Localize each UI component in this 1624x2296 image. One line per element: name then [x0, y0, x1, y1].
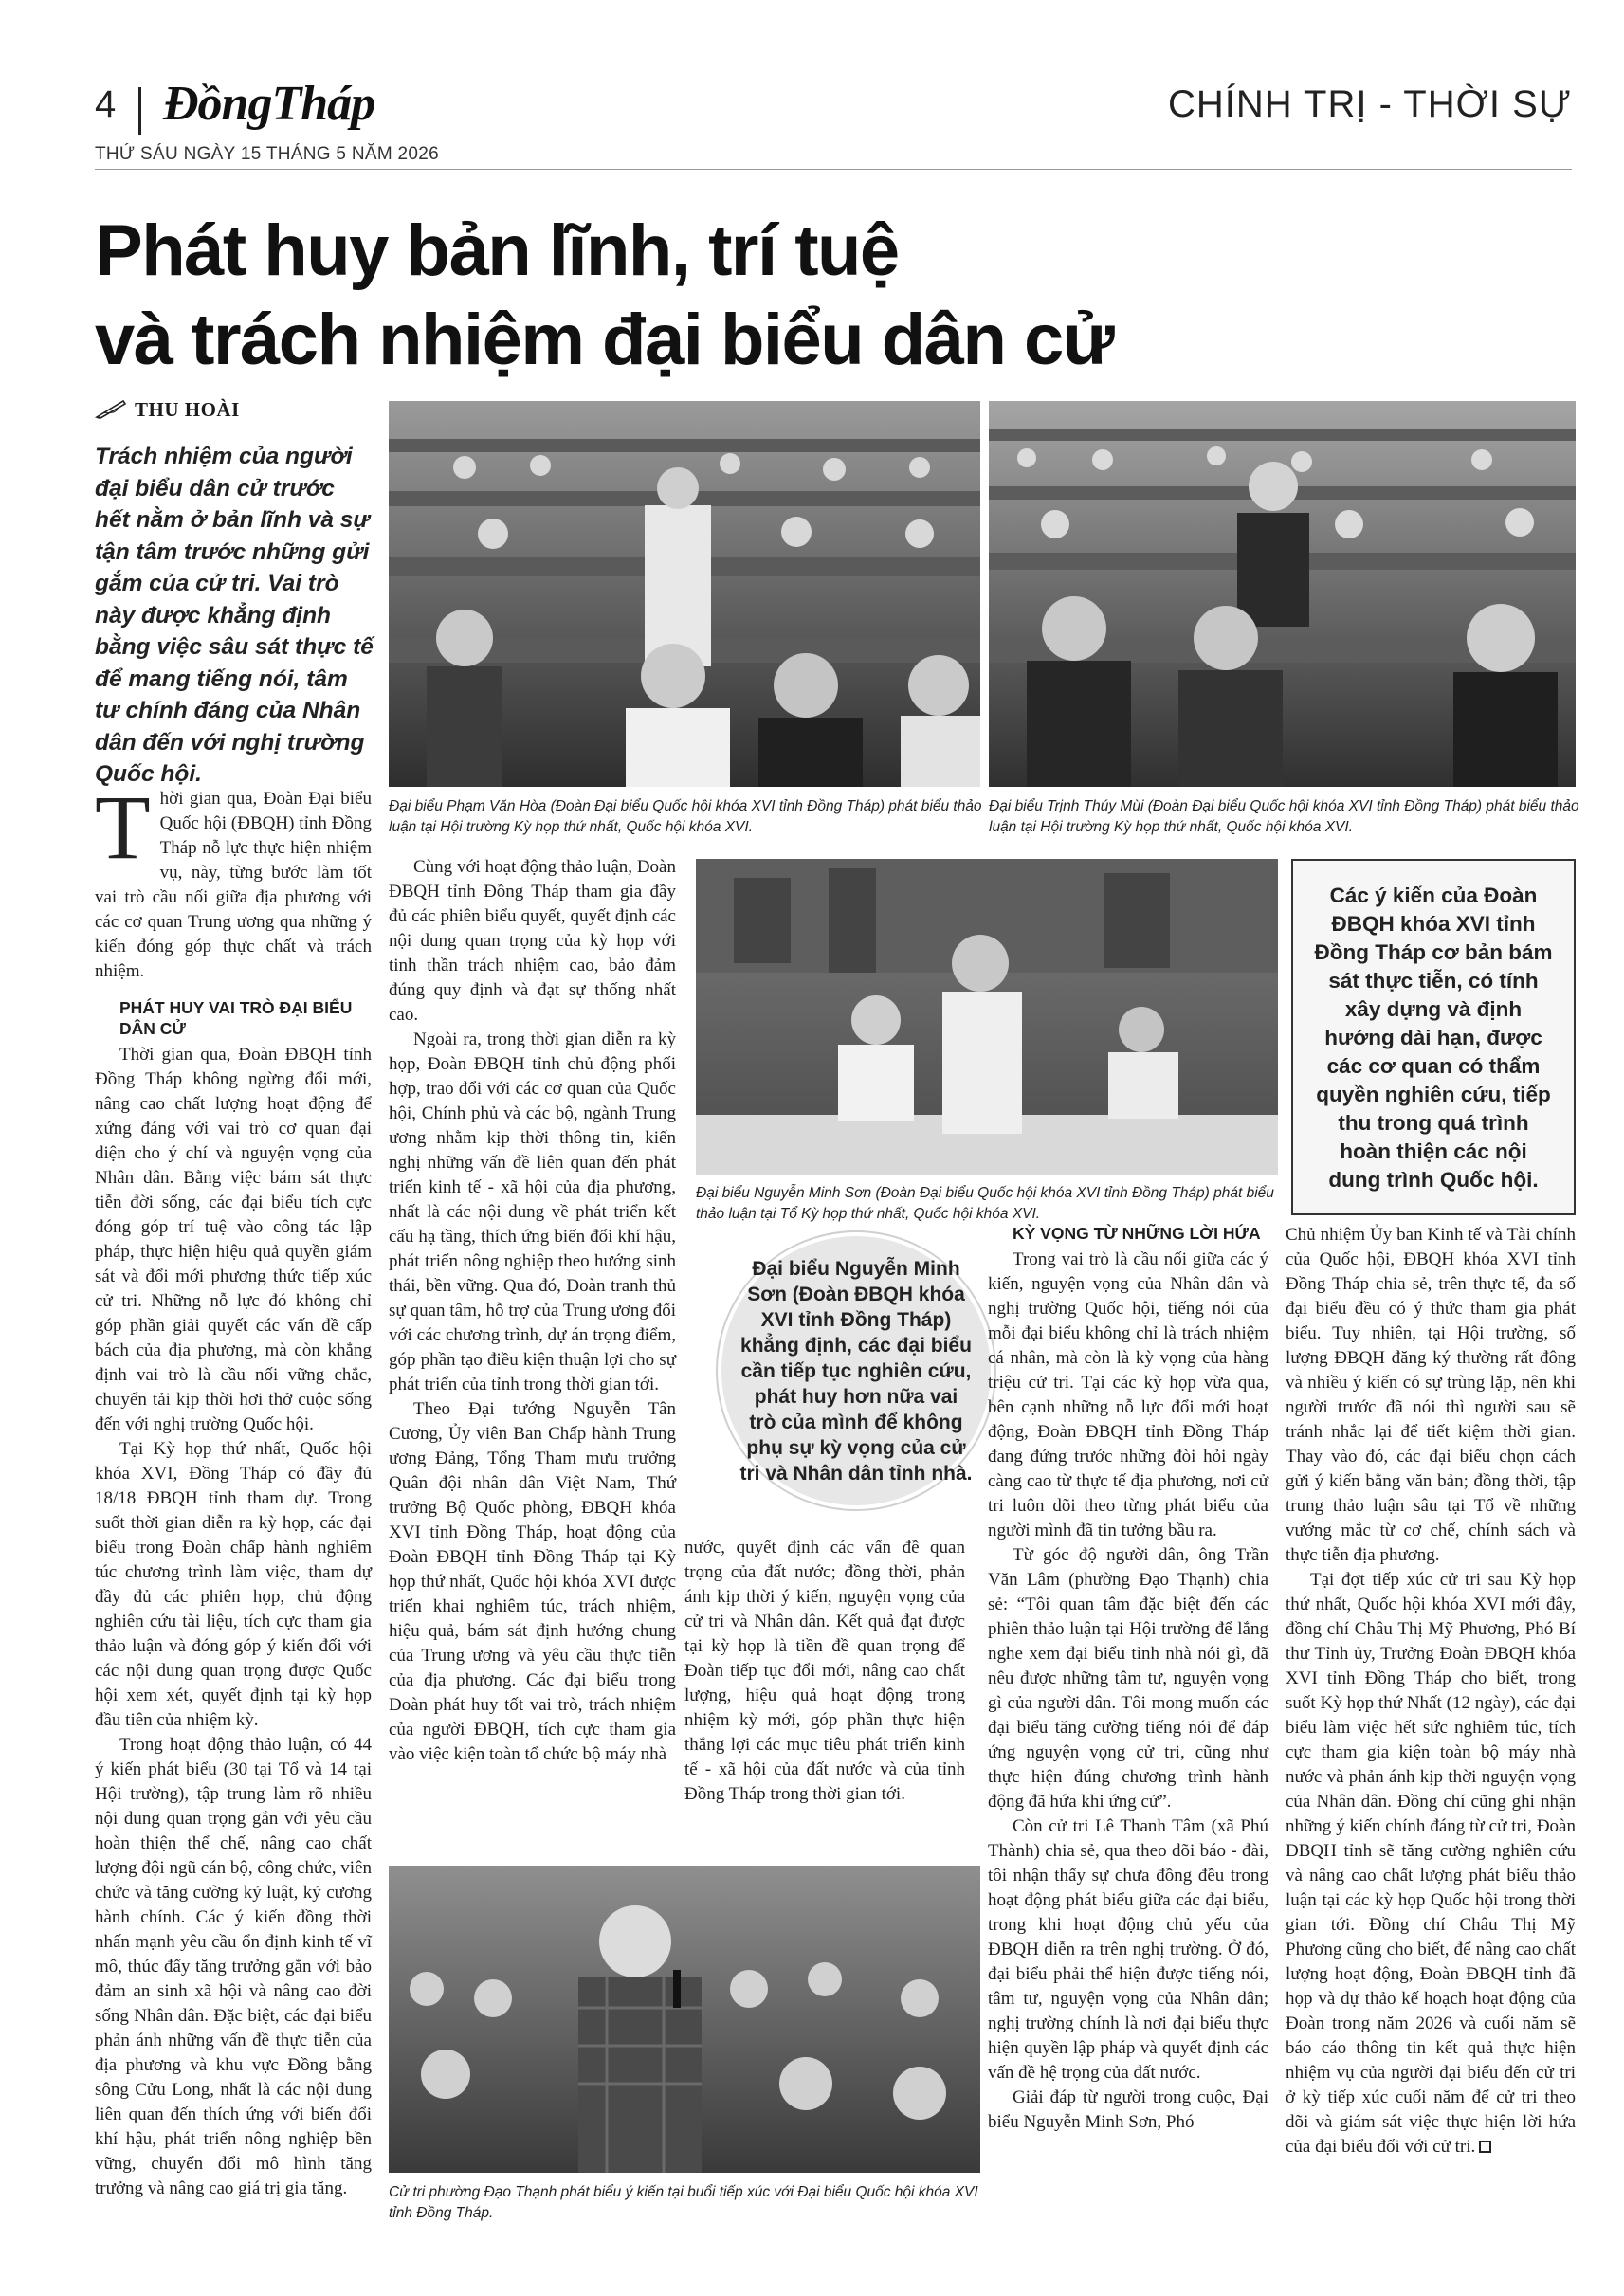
paragraph: Chủ nhiệm Ủy ban Kinh tế và Tài chính của Quốc hội, ĐBQH khóa XVI tỉnh Đồng Tháp chia sẻ, trên thực tế, đa số đại biểu đều có ý thức tham gia phát biểu. Tuy nhiên, tại Hội trường, số lượng ĐBQH đăng ký thường rất đông và nhiều ý kiến có sự trùng lặp, nên khi người trước đã nói thì người sau sẽ tránh nhắc lại để tiết kiệm thời gian. Thay vào đó, các đại biểu chọn cách gửi ý kiến bằng văn bản; đồng thời, tập trung thảo luận sâu tại Tổ về những vướng mắc từ cơ chế, chính sách và thực tiễn địa phương.: [1286, 1225, 1576, 1565]
paragraph: Tại Kỳ họp thứ nhất, Quốc hội khóa XVI, Đồng Tháp có đầy đủ 18/18 ĐBQH tỉnh tham dự. Trong suốt thời gian diễn ra kỳ họp, các đại biểu trong Đoàn chấp hành nghiêm túc chương trình làm việc, tham dự đầy đủ các phiên họp, chủ động nghiên cứu tài liệu, tích cực tham gia thảo luận và đóng góp ý kiến đối với các nội dung quan trọng được Quốc hội xem xét, quyết định tại kỳ họp đầu tiên của nhiệm kỳ.: [95, 1439, 372, 1730]
article-column-4: [988, 1223, 1268, 2135]
photo-voter-dao-thanh: [389, 1866, 980, 2173]
pen-icon: [95, 398, 127, 425]
paragraph: Cùng với hoạt động thảo luận, Đoàn ĐBQH tỉnh Đồng Tháp tham gia đầy đủ các phiên biểu quyết, quyết định các nội dung quan trọng của kỳ họp với tinh thần trách nhiệm cao, bảo đảm đúng quy định và đạt sự thống nhất cao.: [389, 857, 676, 1025]
headline-line-2: và trách nhiệm đại biểu dân cử: [95, 300, 1114, 380]
article-column-1: [95, 776, 372, 2201]
photo-caption-3: Đại biểu Nguyễn Minh Sơn (Đoàn Đại biểu Quốc hội khóa XVI tỉnh Đồng Tháp) phát biểu thảo luận tại Tổ Kỳ họp thứ nhất, Quốc hội khóa XVI.: [696, 1185, 1274, 1222]
article-column-2: [389, 855, 676, 1767]
author-byline: [95, 398, 240, 425]
section-title: CHÍNH TRỊ - THỜI SỰ: [1168, 83, 1572, 125]
paragraph: nước, quyết định các vấn đề quan trọng của đất nước; đồng thời, phản ánh kịp thời ý kiến, nguyện vọng của cử tri và Nhân dân. Kết quả đạt được tại kỳ họp là tiền đề quan trọng để Đoàn tiếp tục đổi mới, nâng cao chất lượng, hiệu quả hoạt động trong nhiệm kỳ mới, góp phần thực hiện thắng lợi các mục tiêu phát triển kinh tế - xã hội của đất nước và của tỉnh Đồng Tháp trong thời gian tới.: [684, 1538, 965, 1804]
page-number: 4: [95, 83, 117, 125]
pull-quote-box: Các ý kiến của Đoàn ĐBQH khóa XVI tỉnh Đồng Tháp cơ bản bám sát thực tiễn, có tính xây dựng và định hướng dài hạn, được các cơ quan có thẩm quyền nghiên cứu, tiếp thu trong quá trình hoàn thiện các nội dung trình Quốc hội.: [1291, 859, 1576, 1215]
paragraph: Thời gian qua, Đoàn ĐBQH tỉnh Đồng Tháp không ngừng đổi mới, nâng cao chất lượng hoạt động để xứng đáng với vai trò cơ quan đại diện cho ý chí và nguyện vọng của Nhân dân. Bằng việc bám sát thực tiễn đời sống, các đại biểu tích cực đóng góp trí tuệ vào công tác lập pháp, thực hiện hiệu quả quyền giám sát và đổi mới phương thức tiếp xúc cử tri. Những nỗ lực đó không chỉ góp phần giải quyết các vấn đề cấp bách của địa phương, mà còn khẳng định vai trò là cầu nối vững chắc, chuyển tải kịp thời hơi thở cuộc sống đến với nghị trường Quốc hội.: [95, 1045, 372, 1434]
paragraph: Còn cử tri Lê Thanh Tâm (xã Phú Thành) chia sẻ, qua theo dõi báo - đài, tôi nhận thấy sự chưa đồng đều trong hoạt động phát biểu giữa các đại biểu, trong khi hoạt động chủ yếu của ĐBQH diễn ra trên nghị trường. Ở đó, đại biểu phải thể hiện được tiếng nói, tâm tư, nguyện vọng của Nhân dân; nghị trường chính là nơi đại biểu thực hiện quyền lập pháp và quyết định các vấn đề hệ trọng của đất nước.: [988, 1816, 1268, 2083]
pull-quote-circle: [718, 1232, 994, 1509]
paragraph: Từ góc độ người dân, ông Trần Văn Lâm (phường Đạo Thạnh) chia sẻ: “Tôi quan tâm đặc biệt đến các phiên thảo luận tại Hội trường để lắng nghe xem đại biểu tỉnh nhà nói gì, đã nêu được những tâm tư, nguyện vọng gì của người dân. Tôi mong muốn các đại biểu tăng cường tiếng nói để đáp ứng nguyện vọng cử tri, cũng như thực hiện đúng chương trình hành động đã hứa khi ứng cử”.: [988, 1545, 1268, 1812]
paragraph-text: hời gian qua, Đoàn Đại biểu Quốc hội (ĐBQH) tỉnh Đồng Tháp nỗ lực thực hiện nhiệm vụ, này, từng bước làm tốt vai trò cầu nối giữa địa phương với các cơ quan Trung ương qua những ý kiến đóng góp thực chất và trách nhiệm.: [95, 789, 372, 981]
photo-caption-2: Đại biểu Trịnh Thúy Mùi (Đoàn Đại biểu Quốc hội khóa XVI tỉnh Đồng Tháp) phát biểu thảo luận tại Hội trường Kỳ họp thứ nhất, Quốc hội khóa XVI.: [989, 798, 1579, 835]
photo-caption-4: Cử tri phường Đạo Thạnh phát biểu ý kiến tại buổi tiếp xúc với Đại biểu Quốc hội khóa XVI tỉnh Đồng Tháp.: [389, 2184, 978, 2221]
paragraph: [95, 776, 372, 984]
paragraph: Giải đáp từ người trong cuộc, Đại biểu Nguyễn Minh Sơn, Phó: [988, 2087, 1268, 2132]
dropcap-letter: T: [95, 776, 151, 878]
photo-caption-1: Đại biểu Phạm Văn Hòa (Đoàn Đại biểu Quốc hội khóa XVI tỉnh Đồng Tháp) phát biểu thảo luận tại Hội trường Kỳ họp thứ nhất, Quốc hội khóa XVI.: [389, 798, 982, 835]
subheading-2: KỲ VỌNG TỪ NHỮNG LỜI HỨA: [1013, 1224, 1261, 1243]
article-column-3: [684, 1536, 965, 1807]
header-rule: [95, 169, 1572, 170]
paragraph: Trong hoạt động thảo luận, có 44 ý kiến phát biểu (30 tại Tổ và 14 tại Hội trường), tập trung làm rõ nhiều nội dung quan trọng gắn với yêu cầu hoàn thiện thể chế, nâng cao chất lượng đội ngũ cán bộ, công chức, viên chức và tăng cường kỷ luật, kỷ cương hành chính. Các ý kiến đồng thời nhấn mạnh yêu cầu ổn định kinh tế vĩ mô, thúc đẩy tăng trưởng gắn với bảo đảm an sinh xã hội và nâng cao đời sống Nhân dân. Đặc biệt, các đại biểu phản ánh những vấn đề thực tiễn của địa phương và khu vực Đồng bằng sông Cửu Long, nhất là các nội dung liên quan đến thích ứng với biến đổi khí hậu, phát triển nông nghiệp bền vững, chuyển đổi mô hình tăng trưởng và nâng cao giá trị gia tăng.: [95, 1735, 372, 2198]
article-column-5: [1286, 1223, 1576, 2159]
paragraph: Ngoài ra, trong thời gian diễn ra kỳ họp, Đoàn ĐBQH tỉnh chủ động phối hợp, trao đổi với các cơ quan của Quốc hội, Chính phủ và các bộ, ngành Trung ương nhằm kịp thời thông tin, kiến nghị những vấn đề liên quan đến phát triển kinh tế - xã hội của địa phương, nhất là các nội dung về phát triển kết cấu hạ tầng, thích ứng biến đổi khí hậu, phát triển nông nghiệp theo hướng sinh thái, bền vững. Qua đó, Đoàn tranh thủ sự quan tâm, hỗ trợ của Trung ương đối với các chương trình, dự án trọng điểm, góp phần tạo điều kiện thuận lợi cho sự phát triển của tỉnh trong thời gian tới.: [389, 1030, 676, 1394]
headline-line-1: Phát huy bản lĩnh, trí tuệ: [95, 210, 899, 291]
lead-paragraph: Trách nhiệm của người đại biểu dân cử trước hết nằm ở bản lĩnh và sự tận tâm trước những gửi gắm của cử tri. Vai trò này được khẳng định bằng việc sâu sát thực tế để mang tiếng nói, tâm tư chính đáng của Nhân dân đến với nghị trường Quốc hội.: [95, 444, 374, 787]
headline: [95, 207, 1574, 385]
photo-delegate-nguyen-minh-son: [696, 859, 1278, 1175]
end-mark-icon: [1479, 2141, 1491, 2153]
subheading-1: PHÁT HUY VAI TRÒ ĐẠI BIỂU DÂN CỬ: [119, 998, 353, 1038]
photo-delegate-pham-van-hoa: [389, 401, 980, 787]
pull-quote-circle-text: Đại biểu Nguyễn Minh Sơn (Đoàn ĐBQH khóa XVI tỉnh Đồng Tháp) khẳng định, các đại biểu cần tiếp tục nghiên cứu, phát huy hơn nữa vai trò của mình để không phụ sự kỳ vọng của cử tri và Nhân dân tỉnh nhà.: [739, 1257, 973, 1485]
paragraph: [1286, 1568, 1576, 2159]
header-divider: [138, 87, 141, 135]
author-name: THU HOÀI: [135, 398, 240, 421]
dateline: THỨ SÁU NGÀY 15 THÁNG 5 NĂM 2026: [95, 144, 440, 164]
paragraph-text: Tại đợt tiếp xúc cử tri sau Kỳ họp thứ nhất, Quốc hội khóa XVI mới đây, đồng chí Châu Thị Mỹ Phương, Phó Bí thư Tỉnh ủy, Trưởng Đoàn ĐBQH khóa XVI tỉnh Đồng Tháp cho biết, trong suốt Kỳ họp thứ Nhất (12 ngày), các đại biểu làm việc hết sức nghiêm túc, tích cực tham gia kiện toàn bộ máy nhà nước và phản ánh kịp thời nguyện vọng của Nhân dân. Đồng chí cũng ghi nhận những ý kiến chính đáng từ cử tri, Đoàn ĐBQH tỉnh sẽ tăng cường nghiên cứu và nâng cao chất lượng phát biểu thảo luận tại các kỳ họp Quốc hội trong thời gian tới. Đồng chí Châu Thị Mỹ Phương cũng cho biết, để nâng cao chất lượng hoạt động, Đoàn ĐBQH tỉnh đã họp và dự thảo kế hoạch hoạt động của Đoàn trong năm 2026 và cuối năm sẽ báo cáo thông tin kết quả thực hiện nhiệm vụ của người đại biểu đến cử tri ở kỳ tiếp xúc cuối năm để cử tri theo dõi và giám sát việc thực hiện lời hứa của đại biểu đối với cử tri.: [1286, 1570, 1576, 2157]
newspaper-logo: ĐồngTháp: [163, 77, 375, 131]
paragraph: Theo Đại tướng Nguyễn Tân Cương, Ủy viên Ban Chấp hành Trung ương Đảng, Tổng Tham mưu trưởng Quân đội nhân dân Việt Nam, Thứ trưởng Bộ Quốc phòng, ĐBQH khóa XVI tỉnh Đồng Tháp, hoạt động của Đoàn ĐBQH tỉnh Đồng Tháp tại Kỳ họp thứ nhất, Quốc hội khóa XVI được triển khai nghiêm túc, trách nhiệm, hiệu quả, bám sát định hướng chung của Trung ương và yêu cầu thực tiễn của địa phương. Các đại biểu trong Đoàn phát huy tốt vai trò, trách nhiệm của người ĐBQH, tích cực tham gia vào việc kiện toàn tổ chức bộ máy nhà: [389, 1399, 676, 1764]
paragraph: Trong vai trò là cầu nối giữa các ý kiến, nguyện vọng của Nhân dân và nghị trường Quốc hội, tiếng nói của mỗi đại biểu không chỉ là trách nhiệm cá nhân, mà còn là kỳ vọng của hàng triệu cử tri. Tại các kỳ họp vừa qua, bên cạnh những nỗ lực đổi mới hoạt động, Đoàn ĐBQH tỉnh Đồng Tháp đang đứng trước những đòi hỏi ngày càng cao từ thực tế địa phương, nơi cử tri luôn dõi theo từng phát biểu của người mình đã tin tưởng bầu ra.: [988, 1249, 1268, 1540]
photo-delegate-trinh-thuy-mui: [989, 401, 1576, 787]
